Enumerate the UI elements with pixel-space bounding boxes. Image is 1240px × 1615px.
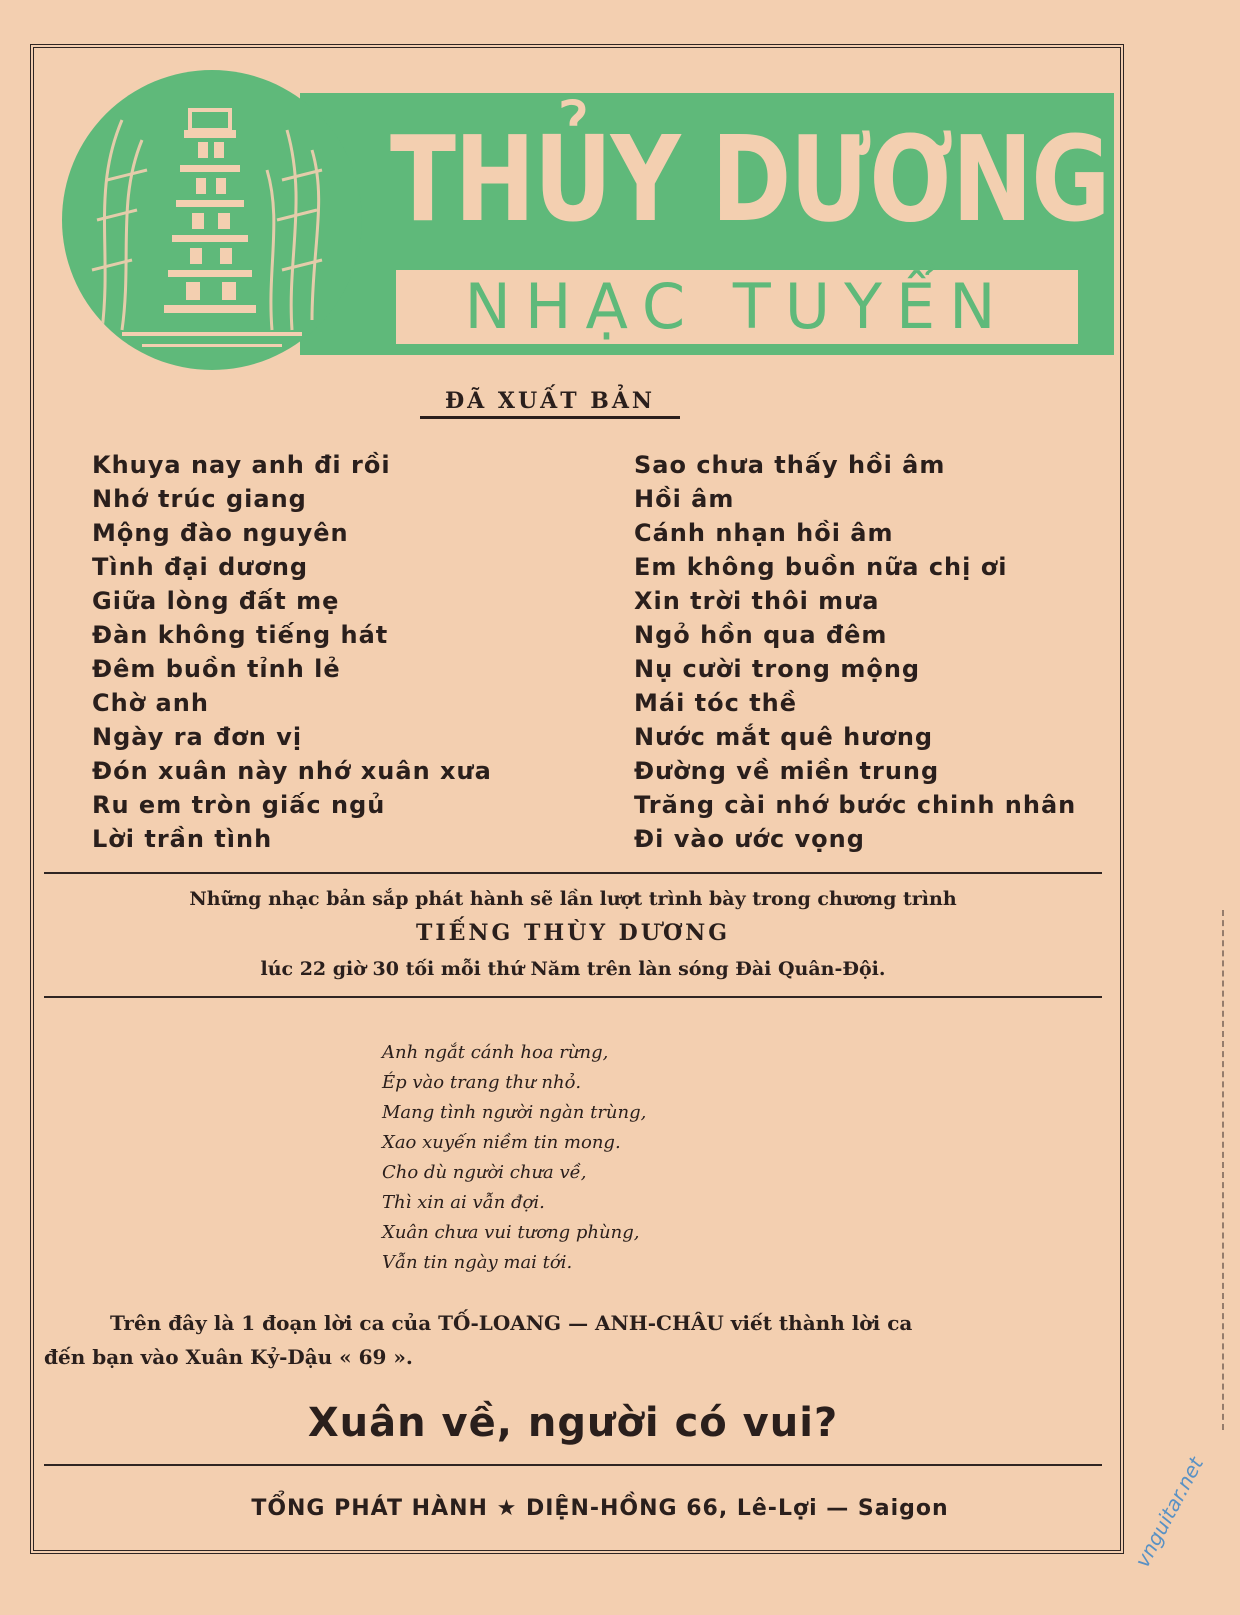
song-item: Đàn không tiếng hát xyxy=(92,621,389,649)
song-item: Mái tóc thề xyxy=(634,689,798,717)
song-list-left xyxy=(92,448,612,856)
song-item: Chờ anh xyxy=(92,689,209,717)
song-item: Ngỏ hồn qua đêm xyxy=(634,621,888,649)
poem-line: Xuân chưa vui tương phùng, xyxy=(382,1222,640,1243)
song-item: Mộng đào nguyên xyxy=(92,519,349,547)
song-title: Xuân về, người có vui? xyxy=(307,1400,839,1446)
pagoda-icon xyxy=(62,70,362,370)
song-item: Trăng cài nhớ bước chinh nhân xyxy=(634,791,1077,819)
poem-line: Xao xuyến niềm tin mong. xyxy=(382,1132,621,1153)
pagoda-emblem xyxy=(62,70,362,370)
lyric-note-line: Trên đây là 1 đoạn lời ca của TỐ-LOANG — ANH-CHÂU viết thành lời ca xyxy=(110,1311,913,1335)
song-item: Sao chưa thấy hồi âm xyxy=(634,451,946,479)
song-item: Em không buồn nữa chị ơi xyxy=(634,553,1008,581)
song-item: Ru em tròn giấc ngủ xyxy=(92,791,386,819)
divider xyxy=(44,872,1102,874)
poem-line: Mang tình người ngàn trùng, xyxy=(382,1102,647,1123)
page-edge xyxy=(1222,910,1234,1430)
program-name: TIẾNG THÙY DƯƠNG xyxy=(415,920,731,946)
distributor: TỔNG PHÁT HÀNH ★ DIỆN-HỒNG 66, Lê-Lợi — Saigon xyxy=(251,1496,949,1521)
watermark: vnguitar.net xyxy=(1130,1453,1209,1572)
song-list-right xyxy=(634,448,1114,856)
song-item: Nhớ trúc giang xyxy=(92,485,307,513)
poem-line: Thì xin ai vẫn đợi. xyxy=(382,1192,545,1213)
song-item: Ngày ra đơn vị xyxy=(92,723,303,751)
song-item: Lời trần tình xyxy=(92,825,273,853)
poem-line: Vẫn tin ngày mai tới. xyxy=(382,1252,573,1273)
song-item: Giữa lòng đất mẹ xyxy=(92,587,340,615)
poem-line: Ép vào trang thư nhỏ. xyxy=(382,1072,582,1093)
masthead-subtitle-box xyxy=(396,270,1078,344)
poem-line: Cho dù người chưa về, xyxy=(382,1162,587,1183)
published-heading: ĐÃ XUẤT BẢN xyxy=(420,386,680,419)
song-item: Xin trời thôi mưa xyxy=(634,587,880,615)
song-item: Đêm buồn tỉnh lẻ xyxy=(92,655,341,683)
song-item: Nước mắt quê hương xyxy=(634,723,934,751)
song-item: Đường về miền trung xyxy=(634,757,940,785)
divider xyxy=(44,996,1102,998)
broadcast-time: lúc 22 giờ 30 tối mỗi thứ Năm trên làn sóng Đài Quân-Đội. xyxy=(260,958,886,980)
lyric-note-line: đến bạn vào Xuân Kỷ-Dậu « 69 ». xyxy=(44,1345,413,1369)
song-item: Cánh nhạn hồi âm xyxy=(634,519,894,547)
lyric-note xyxy=(44,1306,1104,1374)
poem-line: Anh ngắt cánh hoa rừng, xyxy=(382,1042,609,1063)
song-item: Nụ cười trong mộng xyxy=(634,655,921,683)
masthead-title: THỦY DƯƠNG xyxy=(390,110,1109,248)
song-item: Khuya nay anh đi rồi xyxy=(92,451,391,479)
song-item: Tình đại dương xyxy=(92,553,309,581)
song-item: Hồi âm xyxy=(634,485,735,513)
announcement-text: Những nhạc bản sắp phát hành sẽ lần lượt trình bày trong chương trình xyxy=(189,888,957,910)
song-item: Đón xuân này nhớ xuân xưa xyxy=(92,757,492,785)
poem xyxy=(382,1038,862,1278)
masthead-subtitle: NHẠC TUYỂN xyxy=(464,270,1010,343)
song-item: Đi vào ước vọng xyxy=(634,825,865,853)
divider xyxy=(44,1464,1102,1466)
